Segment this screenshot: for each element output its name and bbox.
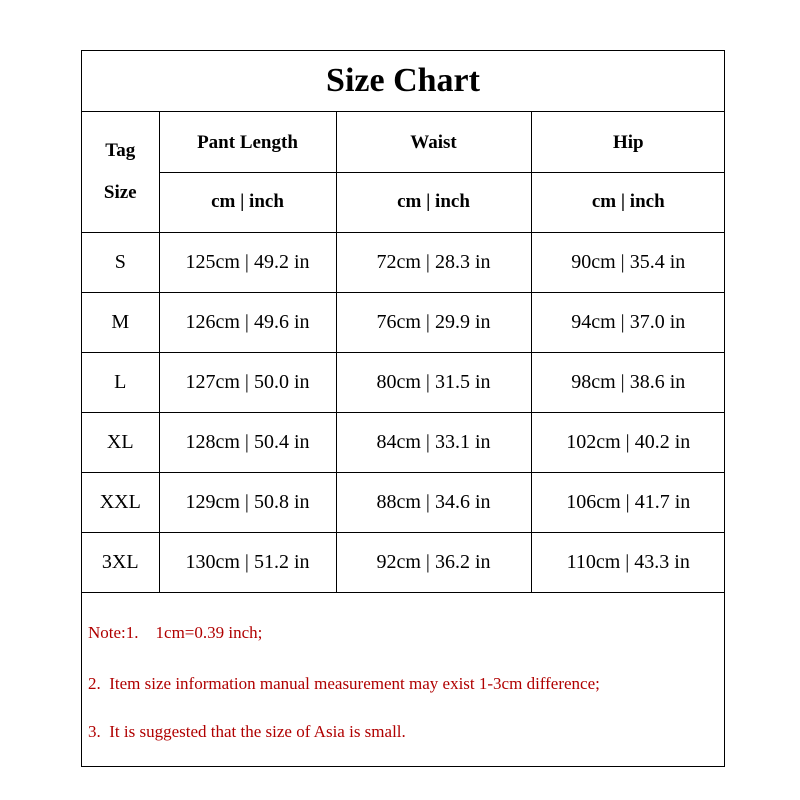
chart-title: Size Chart: [82, 51, 724, 112]
pant-length-unit: cm | inch: [159, 172, 336, 232]
hip-cell: 94cm | 37.0 in: [531, 292, 725, 352]
size-label: Size: [103, 181, 137, 203]
header-row-units: [82, 172, 725, 232]
pant-length-cell: 129cm | 50.8 in: [159, 472, 336, 532]
pant-length-cell: 127cm | 50.0 in: [159, 352, 336, 412]
hip-header: Hip: [531, 112, 725, 172]
size-chart: [81, 50, 725, 767]
note-line-1: Note:1. 1cm=0.39 inch;: [88, 623, 263, 642]
hip-unit: cm | inch: [531, 172, 725, 232]
size-cell: L: [82, 352, 159, 412]
pant-length-cell: 128cm | 50.4 in: [159, 412, 336, 472]
hip-cell: 110cm | 43.3 in: [531, 532, 725, 592]
waist-cell: 88cm | 34.6 in: [336, 472, 531, 532]
size-cell: XL: [82, 412, 159, 472]
table-row: [82, 232, 725, 292]
table-row: [82, 532, 725, 592]
size-table: [82, 112, 725, 593]
tag-size-header: [82, 112, 159, 232]
pant-length-cell: 130cm | 51.2 in: [159, 532, 336, 592]
note-line-2: 2. Item size information manual measurement may exist 1-3cm difference;: [88, 674, 600, 693]
waist-unit: cm | inch: [336, 172, 531, 232]
table-row: [82, 412, 725, 472]
pant-length-cell: 126cm | 49.6 in: [159, 292, 336, 352]
hip-cell: 98cm | 38.6 in: [531, 352, 725, 412]
header-row-1: [82, 112, 725, 172]
notes-section: [82, 600, 724, 766]
waist-cell: 84cm | 33.1 in: [336, 412, 531, 472]
size-cell: S: [82, 232, 159, 292]
note-line-3: 3. It is suggested that the size of Asia is small.: [88, 722, 406, 741]
waist-cell: 72cm | 28.3 in: [336, 232, 531, 292]
waist-cell: 76cm | 29.9 in: [336, 292, 531, 352]
size-cell: M: [82, 292, 159, 352]
table-row: [82, 352, 725, 412]
hip-cell: 106cm | 41.7 in: [531, 472, 725, 532]
size-cell: 3XL: [82, 532, 159, 592]
table-row: [82, 472, 725, 532]
hip-cell: 102cm | 40.2 in: [531, 412, 725, 472]
size-cell: XXL: [82, 472, 159, 532]
pant-length-header: Pant Length: [159, 112, 336, 172]
waist-header: Waist: [336, 112, 531, 172]
tag-label: Tag: [105, 139, 136, 161]
table-row: [82, 292, 725, 352]
waist-cell: 80cm | 31.5 in: [336, 352, 531, 412]
waist-cell: 92cm | 36.2 in: [336, 532, 531, 592]
hip-cell: 90cm | 35.4 in: [531, 232, 725, 292]
pant-length-cell: 125cm | 49.2 in: [159, 232, 336, 292]
